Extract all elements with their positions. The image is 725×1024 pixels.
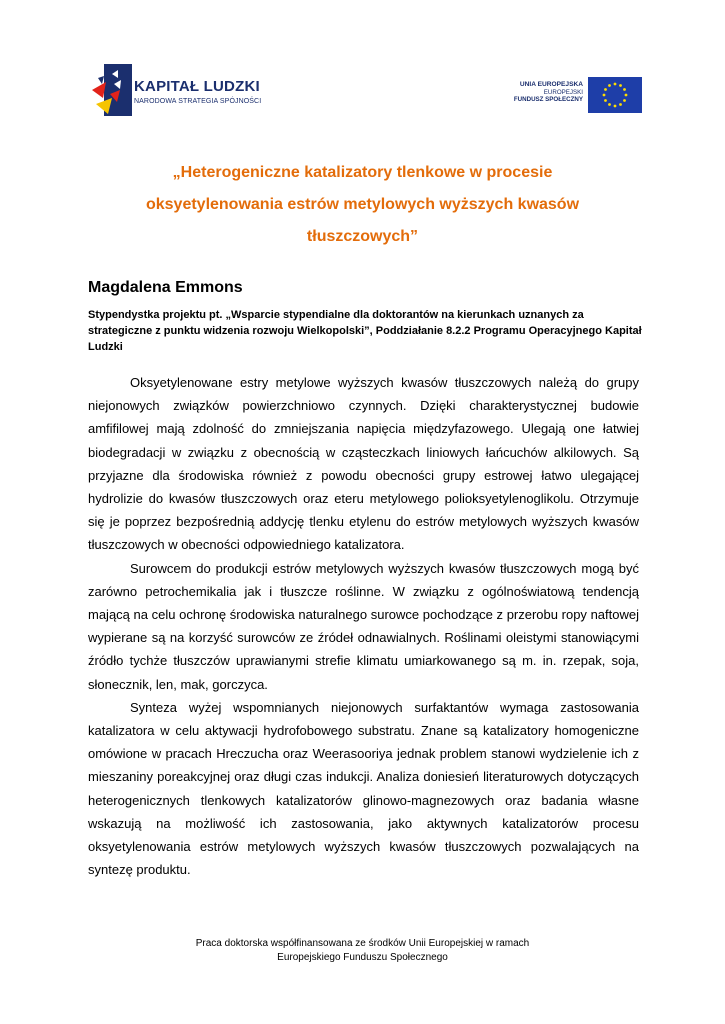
page-footer bbox=[0, 937, 725, 965]
eu-logo-text bbox=[514, 81, 583, 104]
kapital-ludzki-emblem-icon bbox=[90, 60, 134, 120]
title-line-1: „Heterogeniczne katalizatory tlenkowe w procesie bbox=[172, 164, 553, 181]
title-line-3: tłuszczowych” bbox=[306, 228, 419, 245]
footer-line-2: Europejskiego Funduszu Społecznego bbox=[277, 952, 448, 963]
footer-line-1: Praca doktorska współfinansowana ze środków Unii Europejskiej w ramach bbox=[195, 938, 530, 949]
eu-logo bbox=[500, 75, 645, 113]
title-line-2: oksyetylenowania estrów metylowych wyższych kwasów bbox=[145, 196, 580, 213]
kapital-ludzki-logo bbox=[90, 60, 260, 120]
eu-logo-line2: EUROPEJSKI bbox=[543, 88, 583, 96]
author-name: Magdalena Emmons bbox=[88, 279, 243, 296]
body-paragraph-2: Surowcem do produkcji estrów metylowych wyższych kwasów tłuszczowych mogą być zarówno petrochemikalia jak i tłuszcze roślinne. W związku z ogólnoświatową tendencją mającą na celu ochronę środowiska naturalnego surowce pochodzące z przerobu ropy naftowej wypierane są na korzyść surowców ze źródeł odnawialnych. Roślinami oleistymi stanowiącymi źródło tychże tłuszczów uprawianymi strefie klimatu umiarkowanego są m. in. rzepak, soja, słonecznik, len, mak, gorczyca. bbox=[88, 560, 639, 692]
body-text bbox=[88, 371, 639, 881]
funding-note: Stypendystka projektu pt. „Wsparcie stypendialne dla doktorantów na kierunkach uznanych za strategiczne z punktu widzenia rozwoju Wielkopolski”, Poddziałanie 8.2.2 Programu Operacyjnego Kapitał Ludzki bbox=[88, 309, 642, 353]
body-paragraph-3: Synteza wyżej wspomnianych niejonowych surfaktantów wymaga zastosowania katalizatora w celu aktywacji hydrofobowego substratu. Znane są katalizatory homogeniczne omówione w pracach Hreczucha oraz Weerasooriya jednak problem stanowi wydzielenie ich z mieszaniny poreakcyjnej oraz długi czas indukcji. Analiza doniesień literaturowych dotyczących heterogenicznych tlenkowych katalizatorów glinowo-magnezowych oraz badania własne wskazują na możliwość ich zastosowania, jako aktywnych katalizatorów procesu oksyetylenowania estrów metylowych wyższych kwasów tłuszczowych pozwalających na syntezę produktu. bbox=[88, 699, 639, 878]
document-title bbox=[100, 157, 625, 253]
kapital-ludzki-tagline: NARODOWA STRATEGIA SPÓJNOŚCI bbox=[134, 98, 262, 105]
body-paragraph-1: Oksyetylenowane estry metylowe wyższych kwasów tłuszczowych należą do grupy niejonowych związków powierzchniowo czynnych. Dzięki charakterystycznej budowie amfifilowej mają zdolność do zmniejszania napięcia międzyfazowego. Ulegają one łatwiej biodegradacji w związku z obecnością w cząsteczkach liniowych łańcuchów alkilowych. Są przyjazne dla środowiska również z powodu obecności grupy estrowej łatwo ulegającej hydrolizie do kwasów tłuszczowych oraz eteru metylowego polioksyetylenoglikolu. Otrzymuje się je poprzez bezpośrednią addycję tlenku etylenu do estrów metylowych wyższych kwasów tłuszczowych w obecności odpowiedniego katalizatora. bbox=[88, 375, 639, 553]
eu-logo-line3: FUNDUSZ SPOŁECZNY bbox=[513, 96, 583, 104]
eu-flag-icon bbox=[588, 77, 642, 113]
eu-logo-line1: UNIA EUROPEJSKA bbox=[519, 81, 583, 88]
kapital-ludzki-name: KAPITAŁ LUDZKI bbox=[134, 78, 260, 95]
